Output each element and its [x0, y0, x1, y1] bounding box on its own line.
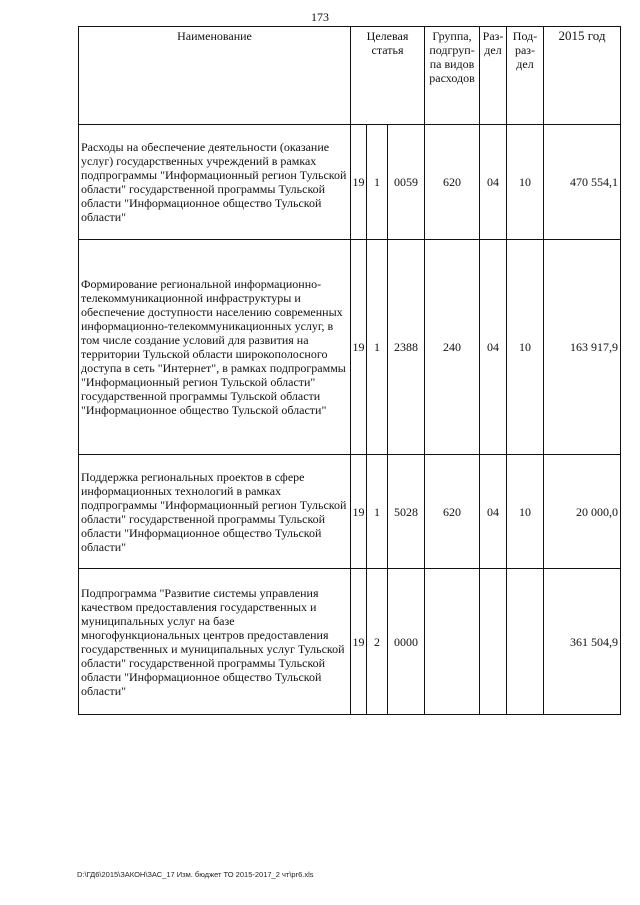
budget-table	[78, 26, 621, 715]
row-cs-code: 5028	[388, 455, 425, 569]
row-group: 620	[425, 125, 480, 240]
file-path-footer: D:\ГД6\2015\ЗАКОН\ЗАС_17 Изм. бюджет ТО 2015-2017_2 чт\pr6.xls	[77, 870, 314, 879]
row-cs-program: 19	[351, 125, 367, 240]
header-group: Группа, подгруп-па видов расходов	[425, 27, 480, 125]
table-row	[79, 240, 621, 455]
table-row	[79, 125, 621, 240]
table-row	[79, 455, 621, 569]
row-cs-subprogram: 2	[367, 569, 388, 715]
row-section: 04	[480, 455, 507, 569]
row-group: 620	[425, 455, 480, 569]
row-name: Подпрограмма "Развитие системы управления качеством предоставления государственных и муниципальных услуг на базе многофункциональных центров предоставления государственных и муниципальных услуг Тульской области" государственной программы Тульской области "Информационное общество Тульской области"	[79, 569, 351, 715]
row-cs-code: 0000	[388, 569, 425, 715]
page-number: 173	[311, 10, 329, 24]
header-name: Наименование	[79, 27, 351, 125]
header-target-article: Целевая статья	[351, 27, 425, 125]
row-amount: 470 554,1	[544, 125, 621, 240]
row-name: Поддержка региональных проектов в сфере информационных технологий в рамках подпрограммы "Информационный регион Тульской области" государственной программы Тульской области "Информационное общество Тульской области"	[79, 455, 351, 569]
row-subsection: 10	[507, 125, 544, 240]
row-group: 240	[425, 240, 480, 455]
row-section: 04	[480, 240, 507, 455]
row-cs-program: 19	[351, 240, 367, 455]
row-section: 04	[480, 125, 507, 240]
header-section: Раз-дел	[480, 27, 507, 125]
header-year: 2015 год	[544, 27, 621, 125]
row-subsection: 10	[507, 240, 544, 455]
row-section	[480, 569, 507, 715]
table-header-row	[79, 27, 621, 125]
row-name: Формирование региональной информационно-телекоммуникационной инфраструктуры и обеспечение доступности населению современных информационно-телекоммуникационных услуг, в том числе создание условий для развития на территории Тульской области широкополосного доступа в сеть "Интернет", в рамках подпрограммы "Информационный регион Тульской области" государственной программы Тульской области "Информационное общество Тульской области"	[79, 240, 351, 455]
row-amount: 20 000,0	[544, 455, 621, 569]
row-cs-program: 19	[351, 569, 367, 715]
row-cs-subprogram: 1	[367, 125, 388, 240]
row-cs-program: 19	[351, 455, 367, 569]
row-cs-subprogram: 1	[367, 455, 388, 569]
row-subsection: 10	[507, 455, 544, 569]
row-amount: 361 504,9	[544, 569, 621, 715]
table-row	[79, 569, 621, 715]
row-group	[425, 569, 480, 715]
header-subsection: Под-раз-дел	[507, 27, 544, 125]
row-cs-code: 2388	[388, 240, 425, 455]
row-name: Расходы на обеспечение деятельности (оказание услуг) государственных учреждений в рамках подпрограммы "Информационный регион Тульской области" государственной программы Тульской области "Информационное общество Тульской области"	[79, 125, 351, 240]
row-cs-code: 0059	[388, 125, 425, 240]
row-amount: 163 917,9	[544, 240, 621, 455]
row-subsection	[507, 569, 544, 715]
row-cs-subprogram: 1	[367, 240, 388, 455]
